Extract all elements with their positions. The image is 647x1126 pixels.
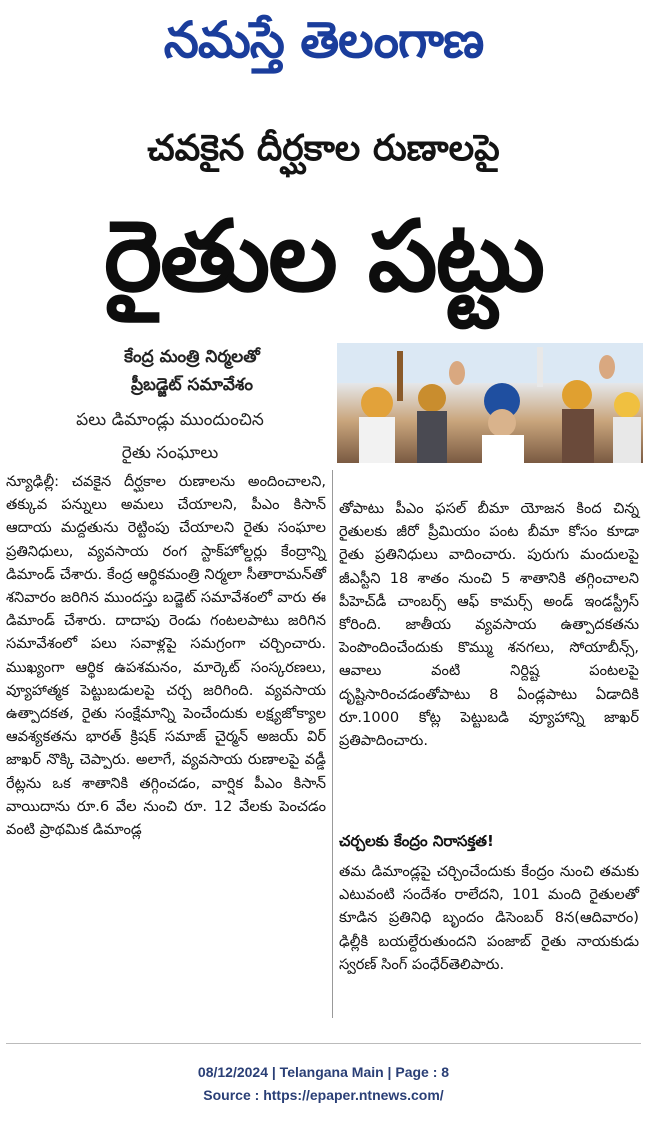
deck-line-1: పలు డిమాండ్లు ముందుంచిన <box>76 410 264 430</box>
article-column-2: తోపాటు పీఎం ఫసల్ బీమా యోజన కింద చిన్న రైతులకు జీరో ప్రీమియం పంట బీమా కోసం కూడా రైతు ప్రతినిధులు వాదించారు. పురుగు మందులపై జీఎస్టీని 18 శాతం నుంచి 5 శాతానికి తగ్గించాలని పీహెచ్‌డీ చాంబర్స్ ఆఫ్ కామర్స్ అండ్ ఇండస్ట్రీస్ కోరింది. జాతీయ వ్యవసాయ ఉత్పాదకతను పెంపొందించేందుకు కొమ్ము శనగలు, సోయాబీన్స్, ఆవాలు వంటి నిర్దిష్ట పంటలపై దృష్టిసారించడంతోపాటు 8 ఏండ్లపాటు ఏడాదికి రూ.1000 కోట్ల పెట్టుబడి వ్యూహాన్ని జాఖర్ ప్రతిపాదించారు. <box>339 500 639 750</box>
footer-divider <box>6 1043 641 1044</box>
footer-source-link[interactable]: Source : https://epaper.ntnews.com/ <box>203 1087 444 1103</box>
column-divider <box>332 470 333 1018</box>
footer-page-info: 08/12/2024 | Telangana Main | Page : 8 <box>197 1064 450 1080</box>
article-column-2-continued: తమ డిమాండ్లపై చర్చించేందుకు కేంద్రం నుంచి తమకు ఎటువంటి సందేశం రాలేదని, 101 మంది రైతులతో కూడిన ప్రతినిధి బృందం డిసెంబర్ 8న(ఆదివారం) ఢిల్లీకి బయల్దేరుతుందని పంజాబ్ రైతు నాయకుడు స్వరణ్ సింగ్ పంధేర్‌తెలిపారు. <box>339 863 639 973</box>
subheading-line-2: ప్రీబడ్జెట్ సమావేశం <box>131 375 253 395</box>
masthead-logo: నమస్తే తెలంగాణ <box>163 11 484 69</box>
column-2-subheading: చర్చలకు కేంద్రం నిరాసక్తత! <box>339 832 494 850</box>
main-headline: రైతుల పట్టు <box>103 200 544 314</box>
subheading-line-1: కేంద్ర మంత్రి నిర్మలతో <box>124 347 260 367</box>
article-column-1: న్యూఢిల్లీ: చవకైన దీర్ఘకాల రుణాలను అందించాలని, తక్కువ పన్నులు అమలు చేయాలని, పీఎం కిసాన్ ఆదాయ మద్దతును రెట్టింపు చేయాలని రైతు సంఘాల ప్రతినిధులు, వ్యవసాయ రంగ స్టాక్‌హోల్డర్లు కేంద్రాన్ని డిమాండ్ చేశారు. కేంద్ర ఆర్థికమంత్రి నిర్మలా సీతారామన్‌తో శనివారం జరిగిన ముందస్తు బడ్జెట్ సమావేశంలో వారు ఈ డిమాండ్ చేశారు. దాదాపు రెండు గంటలపాటు జరిగిన సమావేశంలో పలు సవాళ్లపై సమగ్రంగా చర్చించారు. ముఖ్యంగా ఆర్థిక ఉపశమనం, మార్కెట్ సంస్కరణలు, వ్యూహాత్మక పెట్టుబడులపై చర్చ జరిగింది. వ్యవసాయ ఉత్పాదకత, రైతు సంక్షేమాన్ని పెంచేందుకు లక్ష్యజోక్యాల ఆవశ్యకతను భారత్ క్రిషక్ సమాజ్ చైర్మన్ అజయ్ విర్ జాఖర్ నొక్కి చెప్పారు. అలాగే, వ్యవసాయ రుణాలపై వడ్డీ రేట్లను ఒక శాతానికి తగ్గించడం, వార్షిక పీఎం కిసాన్ వాయిదాను రూ.6 వేల నుంచి రూ. 12 వేలకు పెంచడం వంటి ప్రాథమిక డిమాండ్ల <box>6 473 326 839</box>
farmers-protest-photo <box>337 343 643 463</box>
deck-line-2: రైతు సంఘాలు <box>121 443 219 463</box>
headline-kicker: చవకైన దీర్ఘకాల రుణాలపై <box>147 128 500 169</box>
